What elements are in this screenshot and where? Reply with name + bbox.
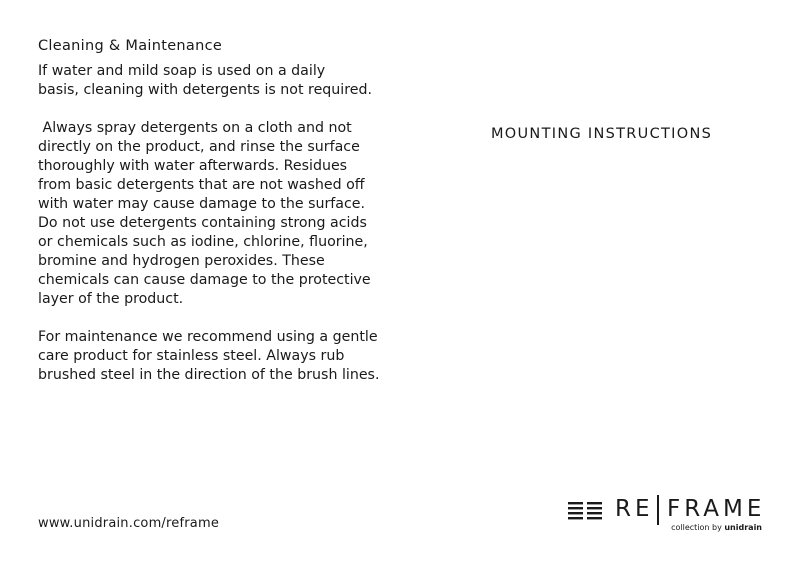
logo-word-re: RE	[615, 496, 654, 522]
logo-divider	[657, 495, 659, 525]
cleaning-section	[38, 36, 383, 404]
paragraph-maintenance: For maintenance we recommend using a gentle care product for stainless steel. Always rub brushed steel in the direction of the brush lines.	[38, 329, 380, 383]
section-heading: Cleaning & Maintenance	[38, 38, 223, 54]
website-url[interactable]: www.unidrain.com/reframe	[38, 516, 220, 531]
paragraph-daily-cleaning: If water and mild soap is used on a daily basis, cleaning with detergents is not required.	[38, 63, 373, 98]
logo-tagline	[671, 523, 762, 532]
logo-tagline-prefix: collection by	[671, 523, 725, 532]
reframe-lines-icon	[568, 502, 602, 520]
mounting-instructions-title: MOUNTING INSTRUCTIONS	[491, 126, 713, 142]
reframe-logo	[568, 496, 764, 536]
logo-word-frame: FRAME	[667, 496, 766, 522]
logo-tagline-brand: unidrain	[724, 523, 762, 532]
paragraph-detergents: Always spray detergents on a cloth and not directly on the product, and rinse the surface thoroughly with water afterwards. Residues from basic detergents that are not washed off with water may cause damage to the surface. Do not use detergents containing strong acids or chemicals such as iodine, chlorine, fluorine, bromine and hydrogen peroxides. These chemicals can cause damage to the protective layer of the product.	[38, 120, 371, 307]
